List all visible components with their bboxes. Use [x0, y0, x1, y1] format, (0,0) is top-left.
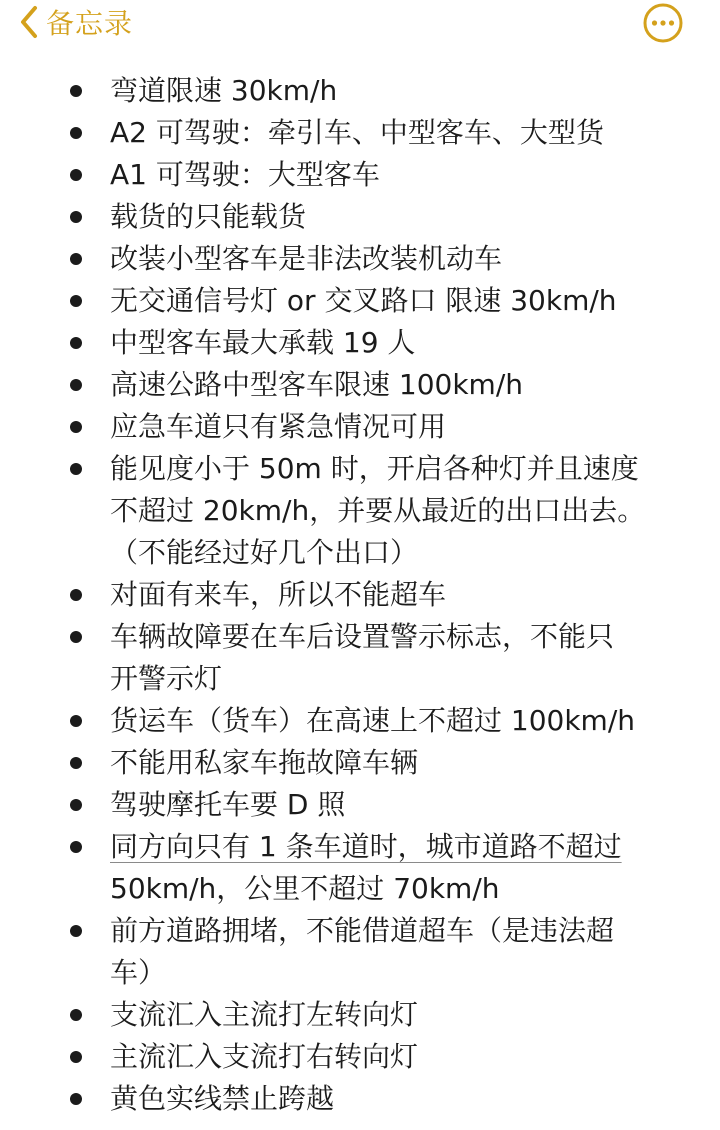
bullet-dot: [70, 841, 82, 853]
list-item: [0, 448, 720, 574]
list-item-text: 车）: [110, 956, 167, 989]
bullet-dot: [70, 337, 82, 349]
bullet-dot: [70, 925, 82, 937]
navigation-bar: [0, 0, 720, 50]
list-item-text: 对面有来车，所以不能超车: [110, 578, 447, 611]
back-label: 备忘录: [46, 7, 134, 40]
list-item-text: 能见度小于 50m 时，开启各种灯并且速度: [110, 452, 639, 485]
list-item: [0, 1036, 720, 1078]
list-item: [0, 322, 720, 364]
list-item-text: A2 可驾驶：牵引车、中型客车、大型货: [110, 116, 604, 149]
list-item-text: 不超过 20km/h，并要从最近的出口出去。: [110, 494, 646, 527]
bullet-dot: [70, 295, 82, 307]
list-item: [0, 910, 720, 994]
list-item-text: A1 可驾驶：大型客车: [110, 158, 380, 191]
bullet-dot: [70, 169, 82, 181]
chevron-left-icon: [18, 4, 40, 40]
list-item: [0, 616, 720, 700]
list-item: [0, 826, 720, 910]
list-item-text: 驾驶摩托车要 D 照: [110, 788, 346, 821]
list-item: [0, 994, 720, 1036]
more-button[interactable]: [642, 2, 684, 44]
list-item-text: 车辆故障要在车后设置警示标志，不能只: [110, 620, 615, 653]
bullet-dot: [70, 589, 82, 601]
bullet-dot: [70, 211, 82, 223]
bullet-dot: [70, 463, 82, 475]
bullet-dot: [70, 421, 82, 433]
ellipsis-circle-icon: [642, 2, 684, 44]
list-item-text: 高速公路中型客车限速 100km/h: [110, 368, 524, 401]
note-body[interactable]: [0, 70, 720, 1120]
list-item: [0, 154, 720, 196]
list-item: [0, 70, 720, 112]
list-item-text: 50km/h，公里不超过 70km/h: [110, 872, 500, 905]
bullet-dot: [70, 757, 82, 769]
list-item: [0, 784, 720, 826]
list-item-text: 同方向只有 1 条车道时，城市道路不超过: [110, 830, 622, 863]
list-item-text: 改装小型客车是非法改装机动车: [110, 242, 503, 275]
list-item: [0, 196, 720, 238]
list-item-text: 开警示灯: [110, 662, 223, 695]
list-item: [0, 280, 720, 322]
bullet-dot: [70, 253, 82, 265]
list-item-text: 货运车（货车）在高速上不超过 100km/h: [110, 704, 636, 737]
list-item: [0, 238, 720, 280]
list-item-text: 载货的只能载货: [110, 200, 307, 233]
note-bullet-list: [0, 70, 720, 1120]
list-item: [0, 742, 720, 784]
bullet-dot: [70, 1051, 82, 1063]
list-item-text: 黄色实线禁止跨越: [110, 1082, 335, 1115]
bullet-dot: [70, 379, 82, 391]
list-item: [0, 406, 720, 448]
list-item-text: 应急车道只有紧急情况可用: [110, 410, 447, 443]
list-item: [0, 1078, 720, 1120]
list-item-text: 主流汇入支流打右转向灯: [110, 1040, 419, 1073]
bullet-dot: [70, 1009, 82, 1021]
list-item-text: 不能用私家车拖故障车辆: [110, 746, 419, 779]
list-item-text: （不能经过好几个出口）: [110, 536, 419, 569]
bullet-dot: [70, 85, 82, 97]
bullet-dot: [70, 1093, 82, 1105]
bullet-dot: [70, 127, 82, 139]
back-button[interactable]: [18, 2, 133, 42]
bullet-dot: [70, 799, 82, 811]
list-item: [0, 364, 720, 406]
list-item-text: 中型客车最大承载 19 人: [110, 326, 416, 359]
list-item: [0, 574, 720, 616]
list-item-text: 无交通信号灯 or 交叉路口 限速 30km/h: [110, 284, 617, 317]
list-item: [0, 112, 720, 154]
list-item-text: 弯道限速 30km/h: [110, 74, 338, 107]
bullet-dot: [70, 715, 82, 727]
bullet-dot: [70, 631, 82, 643]
list-item-text: 前方道路拥堵，不能借道超车（是违法超: [110, 914, 615, 947]
list-item-text: 支流汇入主流打左转向灯: [110, 998, 419, 1031]
list-item: [0, 700, 720, 742]
